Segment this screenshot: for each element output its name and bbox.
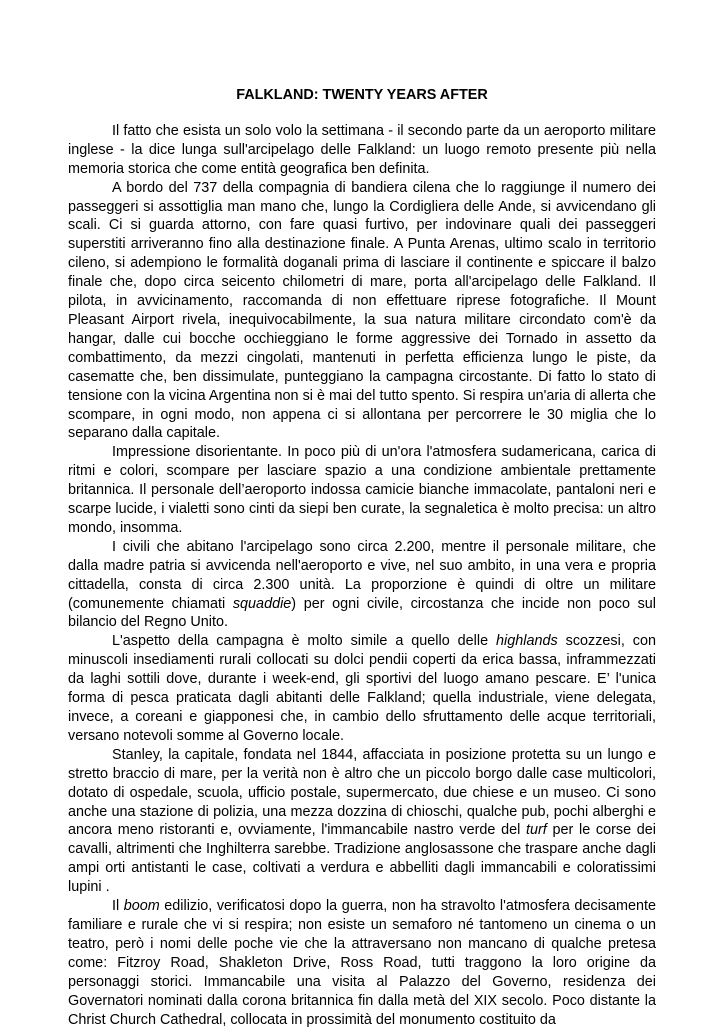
italic-term: turf [526, 822, 547, 839]
text-run: per le corse dei cavalli, altrimenti che Inghilterra sarebbe. Tradizione anglosassone che traspare anche dagli ampi orti antistanti le case, coltivati a verdura e abbelliti dagli immancabili e coloratissimi lupini . [68, 822, 656, 896]
paragraph [68, 443, 656, 538]
document-page [68, 86, 656, 1029]
text-run: L'aspetto della campagna è molto simile a quello delle [112, 633, 497, 650]
text-run: Impressione disorientante. In poco più di un'ora l'atmosfera sudamericana, carica di ritmi e colori, scompare per lasciare spazio a una condizione ambientale prettamente britannica. Il personale dell’aeroporto indossa camicie bianche immacolate, pantaloni neri e scarpe lucide, i vialetti sono cinti da siepi ben curate, la segnaletica è molto precisa: un altro mondo, insomma. [68, 444, 656, 536]
text-run: scozzesi, con minuscoli insediamenti rurali collocati su dolci pendii coperti da erica bassa, inframmezzati da laghi sottili dove, durante i week-end, gli sportivi del luogo amano pescare. E’ l'unica forma di pesca praticata dagli abitanti delle Falkland; quella industriale, viene delegata, invece, a coreani e giapponesi che, in cambio dello sfruttamento delle acque territoriali, versano notevoli somme al Governo locale. [68, 633, 656, 744]
text-run: edilizio, verificatosi dopo la guerra, non ha stravolto l'atmosfera decisamente familiare e rurale che vi si respira; non esiste un semaforo né tantomeno un cinema o un teatro, però i nomi delle poche vie che la attraversano non mancano di qualche pretesa come: Fitzroy Road, Shakleton Drive, Ross Road, tutti traggono la loro origine da personaggi storici. Immancabile una visita al Palazzo del Governo, residenza dei Governatori nominati dalla corona britannica fin dalla metà del XIX secolo. Poco distante la Christ Church Cathedral, collocata in prossimità del monumento costituito da [68, 898, 656, 1028]
paragraph [68, 746, 656, 897]
paragraph [68, 179, 656, 444]
text-run: A bordo del 737 della compagnia di bandiera cilena che lo raggiunge il numero dei passeggeri si assottiglia man mano che, lungo la Cordigliera delle Ande, si avvicendano gli scali. Ci si guarda attorno, con fare quasi furtivo, per indovinare quali dei passeggeri superstiti arriveranno fino alla destinazione finale. A Punta Arenas, ultimo scalo in territorio cileno, si adempiono le formalità doganali prima di lasciare il continente e spiccare il balzo finale che, dopo circa seicento chilometri di mare, porta all'arcipelago delle Falkland. Il pilota, in avvicinamento, raccomanda di non effettuare riprese fotografiche. Il Mount Pleasant Airport rivela, inequivocabilmente, la sua natura militare circondato com'è da hangar, dalle cui bocche occhieggiano le forme aggressive dei Tornado in assetto da combattimento, da mezzi cingolati, mantenuti in perfetta efficienza lungo le piste, da casematte che, ben dissimulate, punteggiano la campagna circostante. Di fatto lo stato di tensione con la vicina Argentina non si è mai del tutto spento. Si respira un'aria di allerta che scompare, in ogni modo, non appena ci si allontana per percorrere le 30 miglia che lo separano dalla capitale. [68, 179, 656, 442]
text-run: ) per ogni civile, circostanza che incide non poco sul bilancio del Regno Unito. [68, 595, 656, 631]
italic-term: boom [123, 898, 160, 915]
text-run: Il fatto che esista un solo volo la settimana - il secondo parte da un aeroporto militare inglese - la dice lunga sull'arcipelago delle Falkland: un luogo remoto presente più nella memoria storica che come entità geografica ben definita. [68, 122, 656, 177]
italic-term: squaddie [232, 595, 292, 612]
text-run: Il [112, 898, 124, 915]
text-run: I civili che abitano l'arcipelago sono circa 2.200, mentre il personale militare, che dalla madre patria si avvicenda nell'aeroporto e vive, nel suo ambito, in una vera e propria cittadella, consta di circa 2.300 unità. La proporzione è quindi di oltre un militare (comunemente chiamati [68, 538, 656, 612]
paragraph [68, 538, 656, 633]
text-run: Stanley, la capitale, fondata nel 1844, affacciata in posizione protetta su un lungo e stretto braccio di mare, per la verità non è altro che un piccolo borgo dalle case multicolori, dotato di ospedale, scuola, ufficio postale, supermercato, due chiese e un museo. Ci sono anche una stazione di polizia, una mezza dozzina di chioschi, qualche pub, pochi alberghi e ancora meno ristoranti e, ovviamente, l'immancabile nastro verde del [68, 746, 656, 839]
paragraph [68, 632, 656, 745]
italic-term: highlands [496, 633, 558, 650]
document-title: FALKLAND: TWENTY YEARS AFTER [236, 87, 488, 103]
paragraph [68, 122, 656, 179]
document-body [68, 122, 656, 1029]
paragraph [68, 897, 656, 1029]
